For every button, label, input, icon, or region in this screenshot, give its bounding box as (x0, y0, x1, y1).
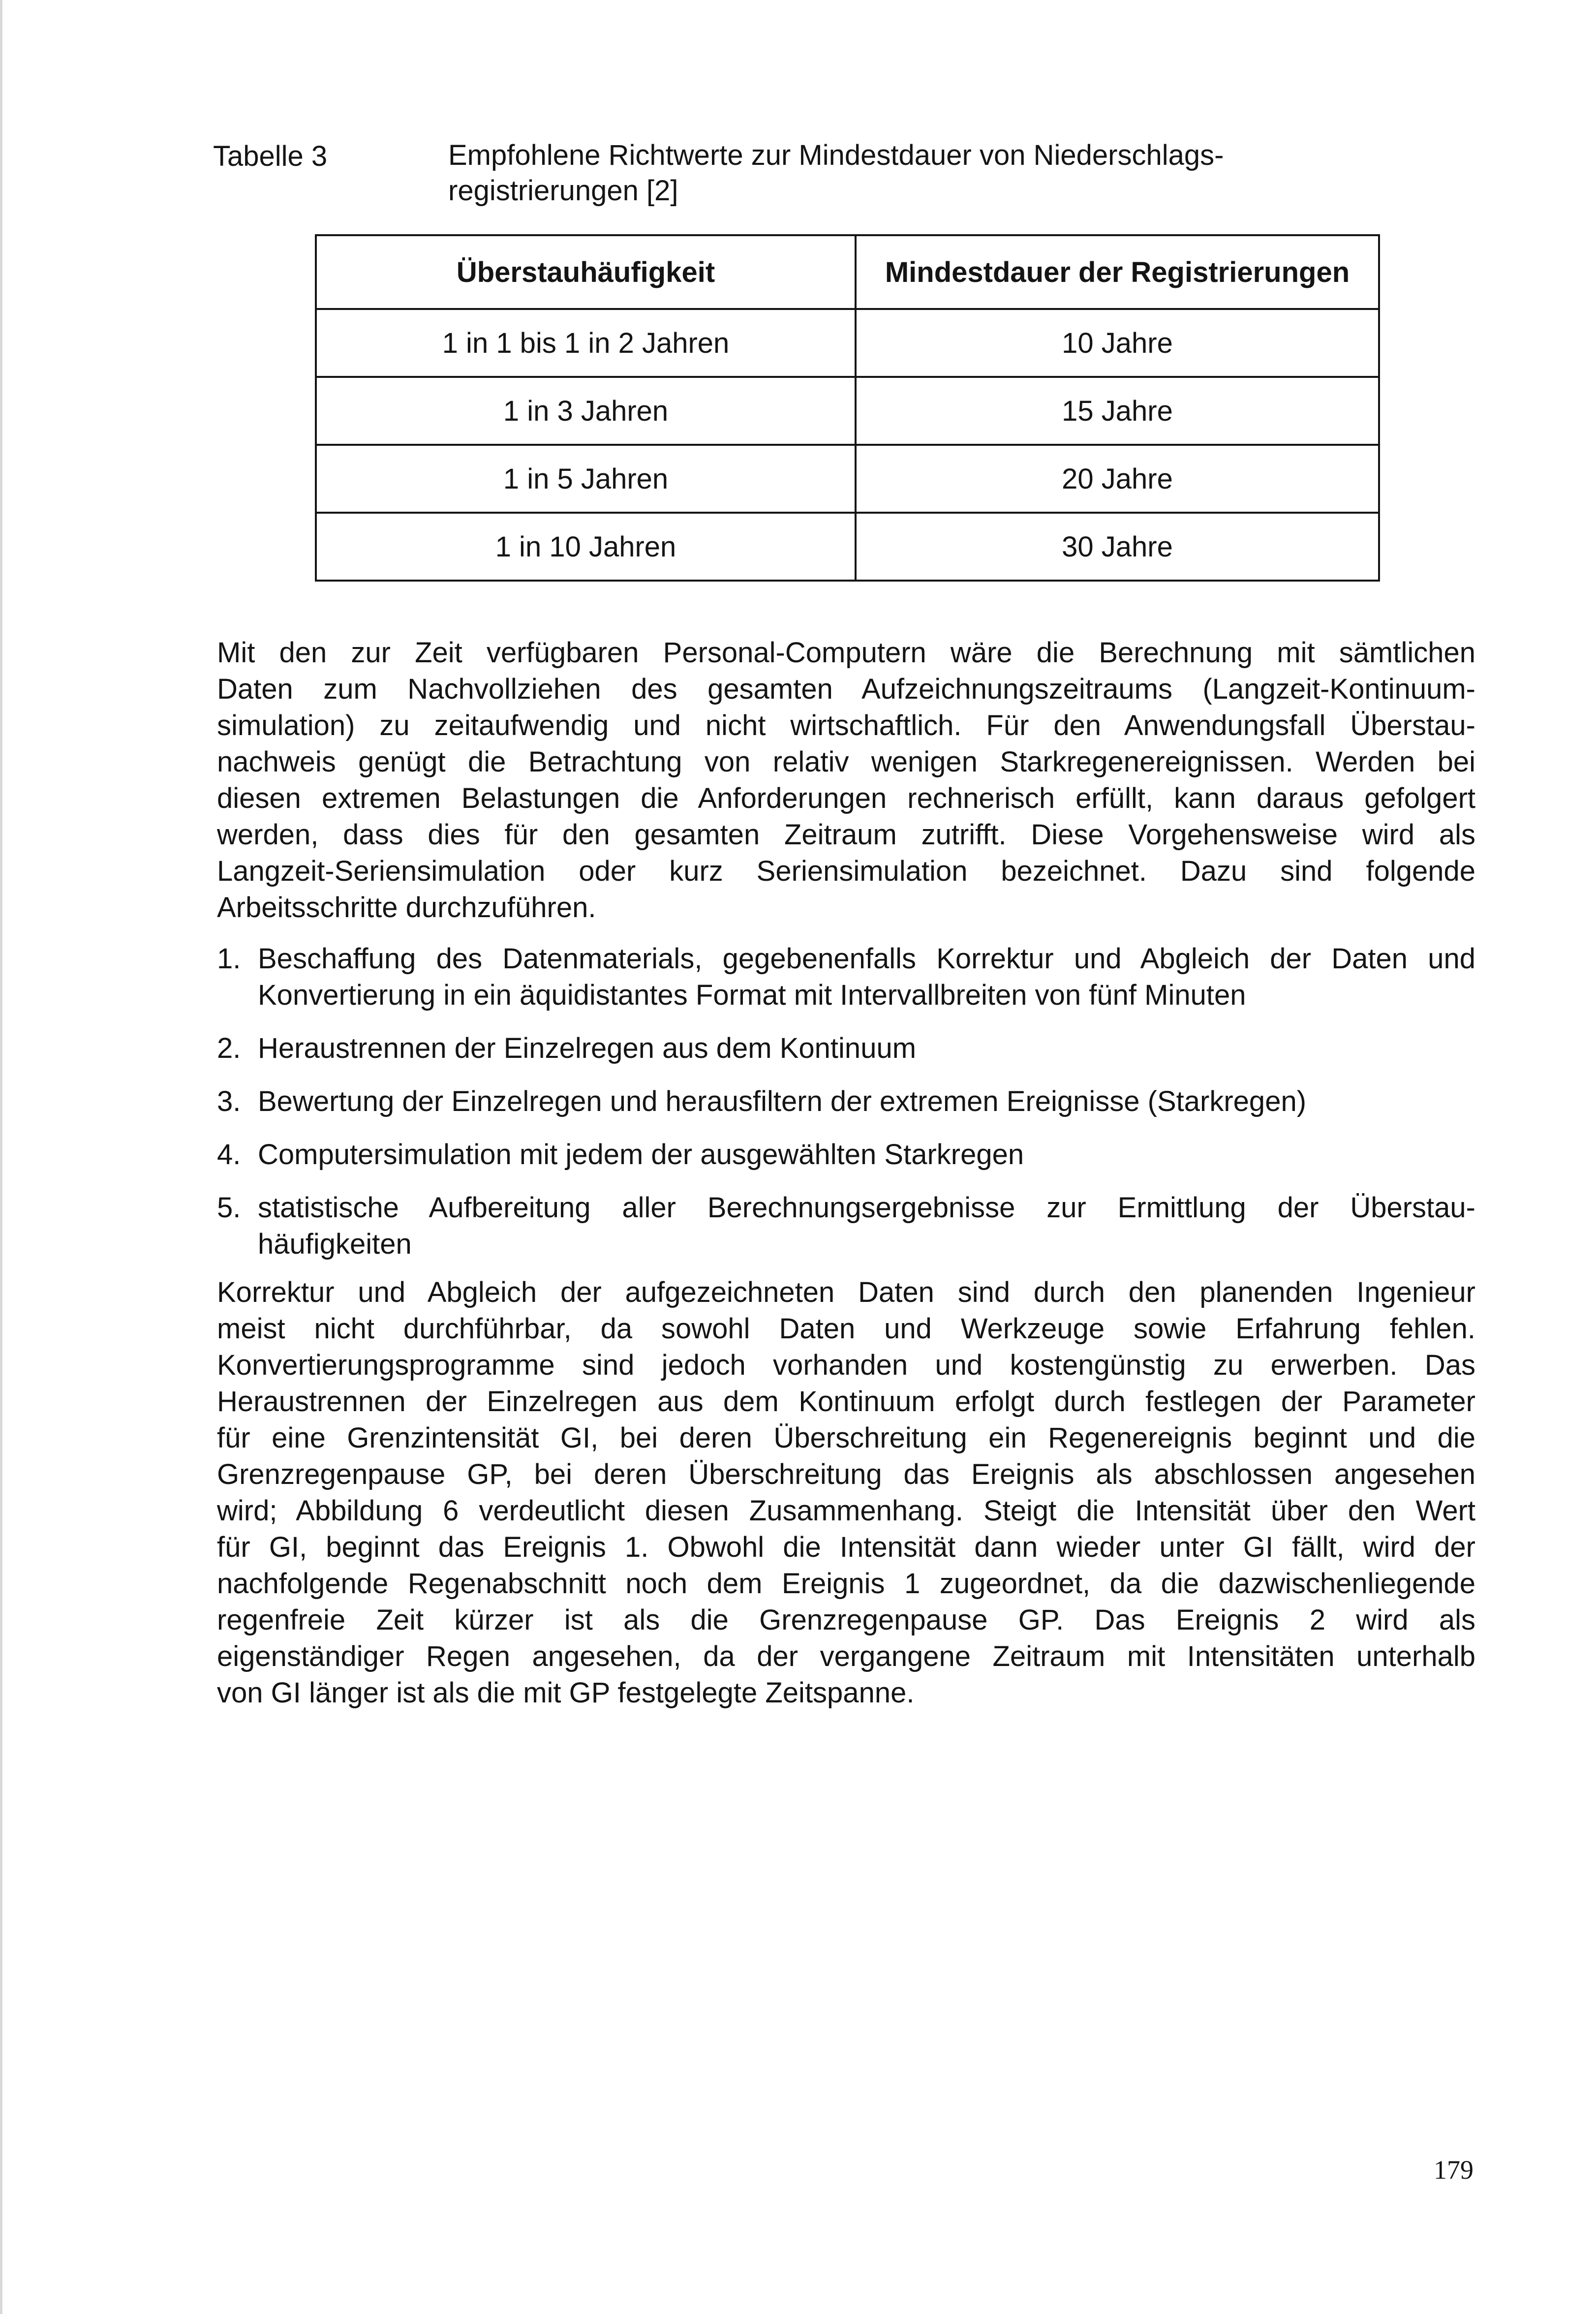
table-cell: 1 in 10 Jahren (316, 513, 856, 581)
list-item (217, 1083, 1475, 1120)
table-cell: 10 Jahre (856, 309, 1379, 377)
table-row (316, 513, 1379, 581)
table-cell: 1 in 5 Jahren (316, 445, 856, 513)
text-line: meist nicht durchführbar, da sowohl Daten und Werkzeuge sowie Erfahrung fehlen. (217, 1313, 1475, 1345)
recommendation-table (315, 234, 1380, 582)
text-line: Korrektur und Abgleich der aufgezeichneten Daten sind durch den planenden Ingenieur (217, 1276, 1475, 1308)
table-header-row (316, 235, 1379, 309)
list-number: 2. (217, 1032, 241, 1064)
table-caption (213, 138, 1394, 216)
text-line: Mit den zur Zeit verfügbaren Personal-Computern wäre die Berechnung mit sämtlichen (217, 637, 1475, 669)
page-edge (0, 0, 2, 2314)
text-line: wird; Abbildung 6 verdeutlicht diesen Zusammenhang. Steigt die Intensität über den Wert (217, 1495, 1475, 1527)
paragraph-explanation (217, 1274, 1475, 1711)
table-title-line: Empfohlene Richtwerte zur Mindestdauer von Niederschlags- (448, 139, 1224, 171)
list-text-line: Heraustrennen der Einzelregen aus dem Kontinuum (258, 1032, 917, 1064)
list-item (217, 1030, 1475, 1067)
table-cell: 15 Jahre (856, 377, 1379, 445)
text-line: Daten zum Nachvollziehen des gesamten Aufzeichnungszeitraums (Langzeit-Kontinuum- (217, 673, 1475, 705)
column-header-frequency: Überstauhäufigkeit (316, 235, 856, 309)
text-line: Arbeitsschritte durchzuführen. (217, 892, 596, 924)
text-line: Konvertierungsprogramme sind jedoch vorhanden und kostengünstig zu erwerben. Das (217, 1349, 1475, 1381)
text-line: von GI länger ist als die mit GP festgelegte Zeitspanne. (217, 1677, 915, 1709)
text-line: nachweis genügt die Betrachtung von relativ wenigen Starkregenereignissen. Werden bei (217, 746, 1475, 778)
list-text-line: statistische Aufbereitung aller Berechnungsergebnisse zur Ermittlung der Überstau- (258, 1192, 1475, 1224)
text-line: nachfolgende Regenabschnitt noch dem Ereignis 1 zugeordnet, da die dazwischenliegende (217, 1568, 1475, 1600)
page-number: 179 (1434, 2155, 1473, 2185)
table-row (316, 377, 1379, 445)
table-title (448, 138, 1383, 209)
table-cell: 30 Jahre (856, 513, 1379, 581)
work-steps-list (217, 941, 1475, 1279)
column-header-duration: Mindestdauer der Registrierungen (856, 235, 1379, 309)
list-text-line: Beschaffung des Datenmaterials, gegebenenfalls Korrektur und Abgleich der Daten und (258, 943, 1475, 975)
table-row (316, 445, 1379, 513)
list-text-line: häufigkeiten (258, 1228, 412, 1260)
text-line: Grenzregenpause GP, bei deren Überschreitung das Ereignis als abschlossen angesehen (217, 1458, 1475, 1490)
list-item (217, 1137, 1475, 1173)
table-row (316, 309, 1379, 377)
text-line: Langzeit-Seriensimulation oder kurz Seriensimulation bezeichnet. Dazu sind folgende (217, 855, 1475, 887)
list-text-line: Konvertierung in ein äquidistantes Format mit Intervallbreiten von fünf Minuten (258, 979, 1246, 1011)
list-text-line: Bewertung der Einzelregen und herausfiltern der extremen Ereignisse (Starkregen) (258, 1085, 1307, 1117)
text-line: simulation) zu zeitaufwendig und nicht wirtschaftlich. Für den Anwendungsfall Überstau- (217, 710, 1475, 741)
list-number: 5. (217, 1192, 241, 1224)
table-title-line: registrierungen [2] (448, 175, 678, 207)
list-item (217, 941, 1475, 1014)
text-line: Heraustrennen der Einzelregen aus dem Kontinuum erfolgt durch festlegen der Parameter (217, 1386, 1475, 1418)
list-item (217, 1190, 1475, 1263)
text-line: eigenständiger Regen angesehen, da der vergangene Zeitraum mit Intensitäten unterhalb (217, 1640, 1475, 1672)
table-label: Tabelle 3 (213, 140, 328, 172)
list-number: 3. (217, 1085, 241, 1117)
text-line: diesen extremen Belastungen die Anforderungen rechnerisch erfüllt, kann daraus gefolgert (217, 782, 1475, 814)
list-number: 4. (217, 1139, 241, 1171)
text-line: regenfreie Zeit kürzer ist als die Grenzregenpause GP. Das Ereignis 2 wird als (217, 1604, 1475, 1636)
table-cell: 1 in 1 bis 1 in 2 Jahren (316, 309, 856, 377)
text-line: werden, dass dies für den gesamten Zeitraum zutrifft. Diese Vorgehensweise wird als (217, 819, 1475, 851)
paragraph-intro (217, 635, 1475, 926)
table-cell: 1 in 3 Jahren (316, 377, 856, 445)
table-cell: 20 Jahre (856, 445, 1379, 513)
text-line: für eine Grenzintensität GI, bei deren Überschreitung ein Regenereignis beginnt und die (217, 1422, 1475, 1454)
text-line: für GI, beginnt das Ereignis 1. Obwohl die Intensität dann wieder unter GI fällt, wird der (217, 1531, 1475, 1563)
list-text-line: Computersimulation mit jedem der ausgewählten Starkregen (258, 1139, 1024, 1171)
list-number: 1. (217, 943, 241, 975)
